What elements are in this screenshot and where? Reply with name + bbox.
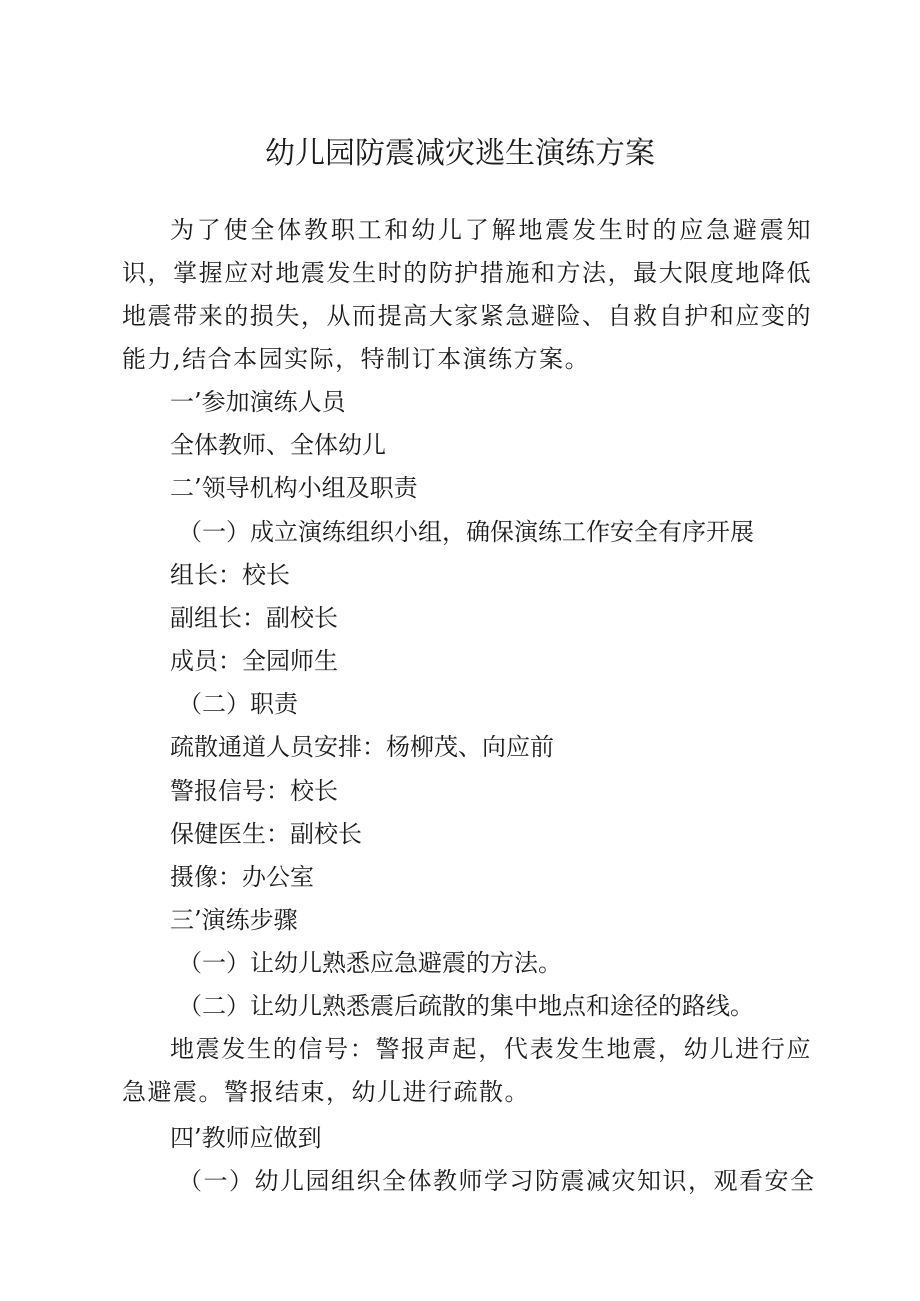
- teachers-item-one: （一）幼儿园组织全体教师学习防震减灾知识，观看安全: [178, 1167, 816, 1195]
- subsection-duties: （二）职责: [178, 690, 298, 718]
- section-heading-participants: 一’参加演练人员: [170, 388, 346, 416]
- role-deputy-leader: 副组长：副校长: [170, 604, 338, 632]
- step-two: （二）让幼儿熟悉震后疏散的集中地点和途径的路线。: [178, 992, 754, 1020]
- duty-evacuation: 疏散通道人员安排：杨柳茂、向应前: [170, 733, 554, 761]
- participants-text: 全体教师、全体幼儿: [170, 431, 386, 459]
- signal-paragraph: 地震发生的信号：警报声起，代表发生地震，幼儿进行应急避震。警报结束，幼儿进行疏散。: [122, 1035, 812, 1106]
- subsection-organize-group: （一）成立演练组织小组，确保演练工作安全有序开展: [178, 518, 754, 546]
- document-title: 幼儿园防震减灾逃生演练方案: [265, 136, 655, 171]
- intro-paragraph: 为了使全体教职工和幼儿了解地震发生时的应急避震知识，掌握应对地震发生时的防护措施和方法，最大限度地降低地震带来的损失，从而提高大家紧急避险、自救自护和应变的能力,结合本园实际，特制订本演练方案。: [122, 216, 812, 373]
- duty-doctor: 保健医生：副校长: [170, 820, 362, 848]
- section-heading-steps: 三’演练步骤: [170, 906, 298, 934]
- role-members: 成员：全园师生: [170, 647, 338, 675]
- role-leader: 组长：校长: [170, 561, 290, 589]
- section-heading-leadership: 二’领导机构小组及职责: [170, 474, 418, 502]
- section-heading-teachers: 四’教师应做到: [170, 1124, 322, 1152]
- step-one: （一）让幼儿熟悉应急避震的方法。: [178, 949, 562, 977]
- duty-alarm: 警报信号：校长: [170, 777, 338, 805]
- duty-camera: 摄像：办公室: [170, 863, 314, 891]
